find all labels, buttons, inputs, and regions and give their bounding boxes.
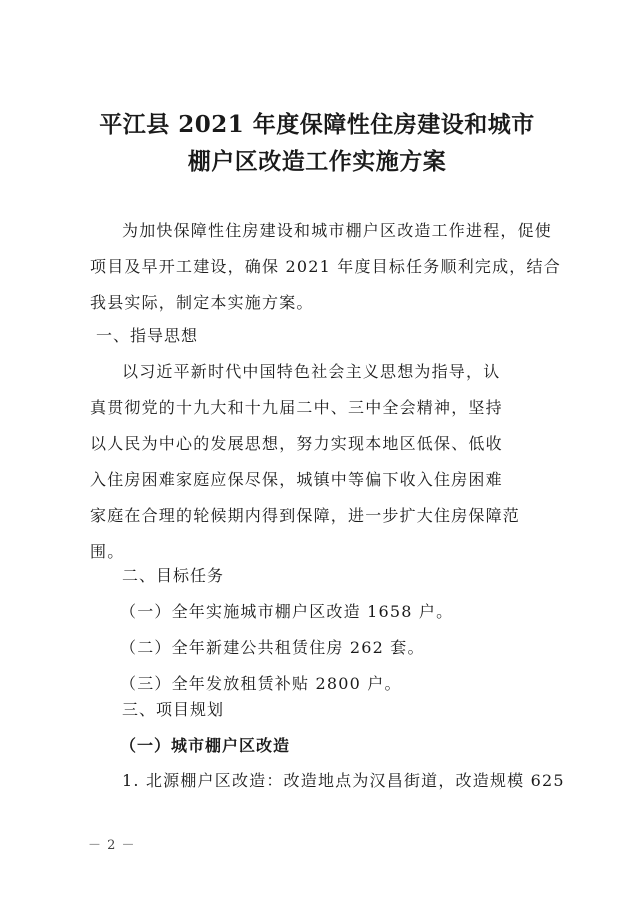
page-number: － 2 － bbox=[88, 838, 136, 853]
section1-line-6: 围。 bbox=[90, 542, 125, 561]
subheading-shantytown-renovation: （一）城市棚户区改造 bbox=[120, 736, 291, 755]
section1-line-4: 入住房困难家庭应保尽保，城镇中等偏下收入住房困难 bbox=[90, 470, 503, 489]
section1-line-2: 真贯彻党的十九大和十九届二中、三中全会精神，坚持 bbox=[90, 398, 503, 417]
document-title-line-2: 棚户区改造工作实施方案 bbox=[187, 148, 447, 175]
target-item-1: （一）全年实施城市棚户区改造 1658 户。 bbox=[120, 602, 454, 621]
section1-line-3: 以人民为中心的发展思想，努力实现本地区低保、低收 bbox=[90, 434, 503, 453]
section1-line-5: 家庭在合理的轮候期内得到保障，进一步扩大住房保障范 bbox=[90, 506, 521, 525]
document-title-line-1: 平江县 2021 年度保障性住房建设和城市 bbox=[99, 111, 535, 138]
section3-line-1: 1. 北源棚户区改造：改造地点为汉昌街道，改造规模 625 bbox=[122, 771, 565, 790]
intro-line-3: 我县实际，制定本实施方案。 bbox=[90, 293, 314, 312]
section-heading-project-planning: 三、项目规划 bbox=[122, 700, 225, 719]
intro-line-2: 项目及早开工建设，确保 2021 年度目标任务顺利完成，结合 bbox=[90, 257, 561, 276]
intro-line-1: 为加快保障性住房建设和城市棚户区改造工作进程，促使 bbox=[122, 221, 553, 240]
section-heading-guiding-ideology: 一、指导思想 bbox=[96, 326, 199, 345]
section-heading-target-tasks: 二、目标任务 bbox=[122, 566, 225, 585]
target-item-3: （三）全年发放租赁补贴 2800 户。 bbox=[120, 674, 402, 693]
section1-line-1: 以习近平新时代中国特色社会主义思想为指导，认 bbox=[122, 362, 501, 381]
target-item-2: （二）全年新建公共租赁住房 262 套。 bbox=[120, 638, 425, 657]
